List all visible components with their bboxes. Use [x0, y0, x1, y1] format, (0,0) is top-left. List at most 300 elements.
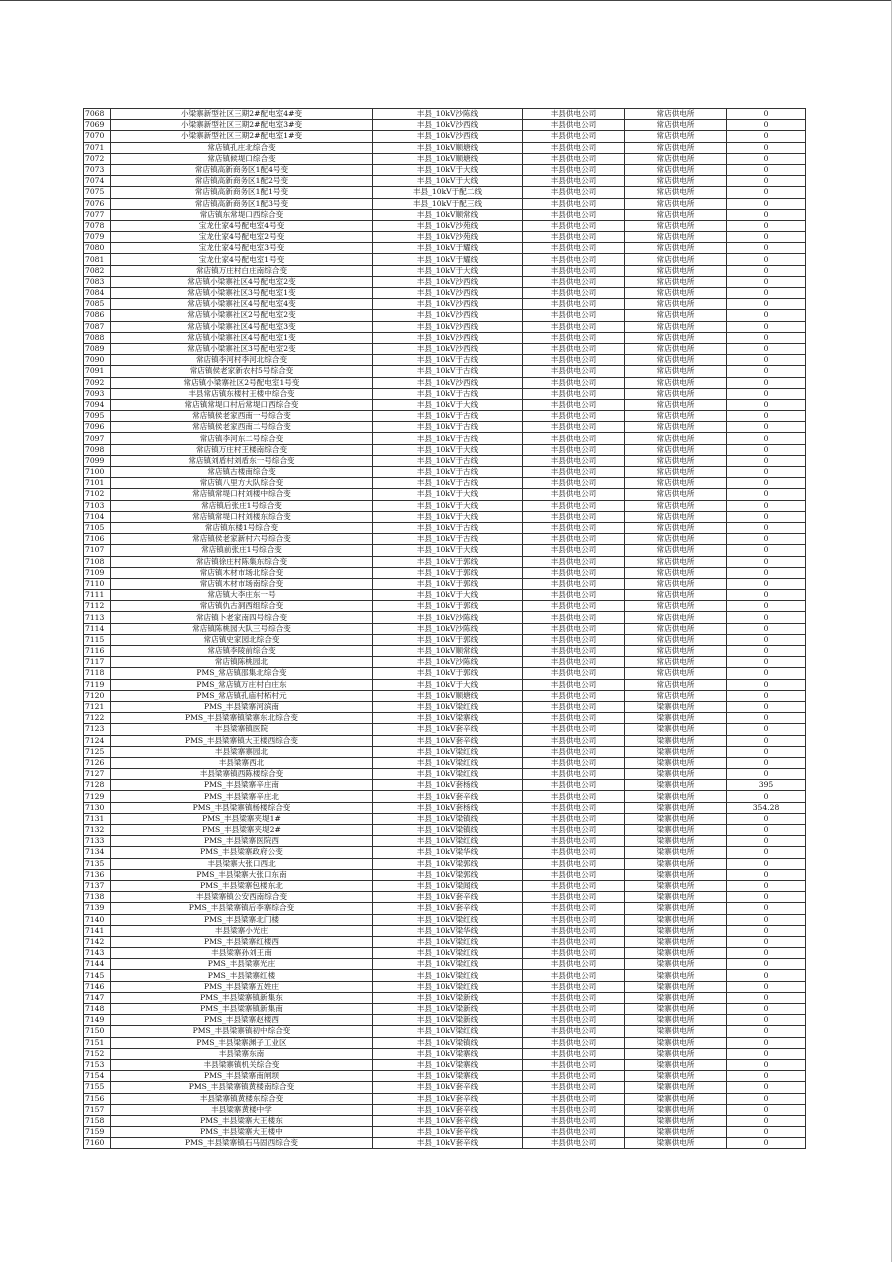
transformer-name-cell: 常店镇古楼南综合变: [111, 467, 373, 478]
transformer-name-cell: 丰县梁寨镇机关综合变: [111, 1059, 373, 1070]
value-cell: 0: [727, 1004, 806, 1015]
feeder-line-cell: 丰县_10kV梁红线: [373, 701, 523, 712]
table-row: [84, 903, 806, 914]
feeder-line-cell: 丰县_10kV于大线: [373, 444, 523, 455]
table-row: [84, 780, 806, 791]
power-company-cell: 丰县供电公司: [523, 959, 625, 970]
row-number-cell: 7123: [84, 724, 111, 735]
power-station-cell: 梁寨供电所: [625, 1037, 727, 1048]
row-number-cell: 7147: [84, 992, 111, 1003]
table-row: [84, 757, 806, 768]
transformer-name-cell: PMS_丰县梁寨夹堤1#: [111, 813, 373, 824]
power-station-cell: 常店供电所: [625, 601, 727, 612]
feeder-line-cell: 丰县_10kV梁寨线: [373, 1048, 523, 1059]
feeder-line-cell: 丰县_10kV于古线: [373, 422, 523, 433]
transformer-name-cell: 常店镇小梁寨社区4号配电室1变: [111, 332, 373, 343]
power-station-cell: 常店供电所: [625, 679, 727, 690]
power-company-cell: 丰县供电公司: [523, 590, 625, 601]
power-station-cell: 常店供电所: [625, 232, 727, 243]
table-row: [84, 701, 806, 712]
feeder-line-cell: 丰县_10kV沙西线: [373, 321, 523, 332]
row-number-cell: 7145: [84, 970, 111, 981]
table-row: [84, 332, 806, 343]
table-row: [84, 769, 806, 780]
power-company-cell: 丰县供电公司: [523, 332, 625, 343]
row-number-cell: 7085: [84, 299, 111, 310]
row-number-cell: 7111: [84, 590, 111, 601]
transformer-name-cell: PMS_丰县梁寨赵楼西: [111, 1015, 373, 1026]
power-station-cell: 梁寨供电所: [625, 802, 727, 813]
power-company-cell: 丰县供电公司: [523, 299, 625, 310]
value-cell: 0: [727, 1093, 806, 1104]
power-company-cell: 丰县供电公司: [523, 198, 625, 209]
row-number-cell: 7150: [84, 1026, 111, 1037]
feeder-line-cell: 丰县_10kV梁红线: [373, 769, 523, 780]
value-cell: 0: [727, 444, 806, 455]
row-number-cell: 7137: [84, 880, 111, 891]
table-row: [84, 511, 806, 522]
row-number-cell: 7119: [84, 679, 111, 690]
table-row: [84, 880, 806, 891]
power-company-cell: 丰县供电公司: [523, 366, 625, 377]
power-company-cell: 丰县供电公司: [523, 500, 625, 511]
value-cell: 0: [727, 1037, 806, 1048]
transformer-name-cell: PMS_丰县梁寨红楼: [111, 970, 373, 981]
table-row: [84, 634, 806, 645]
transformer-name-cell: PMS_丰县梁寨大王楼东: [111, 1115, 373, 1126]
value-cell: 0: [727, 936, 806, 947]
value-cell: 0: [727, 276, 806, 287]
row-number-cell: 7083: [84, 276, 111, 287]
transformer-name-cell: 常店镇高新商务区1配2号变: [111, 176, 373, 187]
power-station-cell: 梁寨供电所: [625, 1015, 727, 1026]
power-station-cell: 梁寨供电所: [625, 847, 727, 858]
feeder-line-cell: 丰县_10kV于大线: [373, 545, 523, 556]
power-station-cell: 梁寨供电所: [625, 1138, 727, 1149]
power-company-cell: 丰县供电公司: [523, 970, 625, 981]
table-row: [84, 925, 806, 936]
row-number-cell: 7093: [84, 388, 111, 399]
feeder-line-cell: 丰县_10kV梁华线: [373, 847, 523, 858]
table-row: [84, 847, 806, 858]
value-cell: 0: [727, 455, 806, 466]
power-company-cell: 丰县供电公司: [523, 925, 625, 936]
table-row: [84, 948, 806, 959]
power-station-cell: 梁寨供电所: [625, 1026, 727, 1037]
transformer-name-cell: 常店镇常堤口村刘楼中综合变: [111, 489, 373, 500]
power-station-cell: 常店供电所: [625, 220, 727, 231]
feeder-line-cell: 丰县_10kV沙苑线: [373, 232, 523, 243]
feeder-line-cell: 丰县_10kV于大线: [373, 489, 523, 500]
feeder-line-cell: 丰县_10kV梁红线: [373, 757, 523, 768]
transformer-name-cell: 常店镇侯老家新农村5号综合变: [111, 366, 373, 377]
power-station-cell: 常店供电所: [625, 489, 727, 500]
transformer-name-cell: 常店镇小梁寨社区4号配电室3变: [111, 321, 373, 332]
row-number-cell: 7134: [84, 847, 111, 858]
row-number-cell: 7088: [84, 332, 111, 343]
value-cell: 0: [727, 366, 806, 377]
transformer-name-cell: PMS_常店镇孔庙村柘村元: [111, 690, 373, 701]
transformer-name-cell: 常店镇小梁寨社区4号配电室2变: [111, 276, 373, 287]
row-number-cell: 7121: [84, 701, 111, 712]
power-company-cell: 丰县供电公司: [523, 534, 625, 545]
transformer-name-cell: 宝龙仕家4号配电室2号变: [111, 232, 373, 243]
row-number-cell: 7153: [84, 1059, 111, 1070]
power-company-cell: 丰县供电公司: [523, 735, 625, 746]
table-row: [84, 836, 806, 847]
value-cell: 0: [727, 478, 806, 489]
power-station-cell: 常店供电所: [625, 578, 727, 589]
power-company-cell: 丰县供电公司: [523, 746, 625, 757]
feeder-line-cell: 丰县_10kV梁新线: [373, 1015, 523, 1026]
power-company-cell: 丰县供电公司: [523, 981, 625, 992]
transformer-name-cell: 常店镇李河东二号综合变: [111, 433, 373, 444]
table-row: [84, 724, 806, 735]
feeder-line-cell: 丰县_10kV套辛线: [373, 1115, 523, 1126]
power-company-cell: 丰县供电公司: [523, 109, 625, 120]
value-cell: 0: [727, 131, 806, 142]
row-number-cell: 7155: [84, 1082, 111, 1093]
power-station-cell: 梁寨供电所: [625, 858, 727, 869]
feeder-line-cell: 丰县_10kV沙西线: [373, 276, 523, 287]
table-row: [84, 265, 806, 276]
value-cell: 0: [727, 914, 806, 925]
power-station-cell: 常店供电所: [625, 198, 727, 209]
value-cell: 0: [727, 399, 806, 410]
row-number-cell: 7139: [84, 903, 111, 914]
power-station-cell: 常店供电所: [625, 176, 727, 187]
table-row: [84, 321, 806, 332]
table-row: [84, 1048, 806, 1059]
transformer-name-cell: PMS_丰县梁寨辛庄北: [111, 791, 373, 802]
value-cell: 0: [727, 813, 806, 824]
value-cell: 0: [727, 142, 806, 153]
table-row: [84, 232, 806, 243]
transformer-name-cell: PMS_丰县梁寨河滨南: [111, 701, 373, 712]
feeder-line-cell: 丰县_10kV套辛线: [373, 724, 523, 735]
substation-table: [83, 108, 806, 1149]
transformer-name-cell: 常店镇李陵前综合变: [111, 646, 373, 657]
feeder-line-cell: 丰县_10kV于大线: [373, 265, 523, 276]
value-cell: 0: [727, 1026, 806, 1037]
transformer-name-cell: PMS_丰县梁寨镇后李寨综合变: [111, 903, 373, 914]
power-company-cell: 丰县供电公司: [523, 1104, 625, 1115]
power-station-cell: 常店供电所: [625, 288, 727, 299]
table-row: [84, 601, 806, 612]
power-station-cell: 梁寨供电所: [625, 959, 727, 970]
row-number-cell: 7078: [84, 220, 111, 231]
power-company-cell: 丰县供电公司: [523, 903, 625, 914]
power-company-cell: 丰县供电公司: [523, 232, 625, 243]
value-cell: 0: [727, 332, 806, 343]
transformer-name-cell: 丰县梁寨大张口西北: [111, 858, 373, 869]
transformer-name-cell: 常店镇高新商务区1配3号变: [111, 198, 373, 209]
power-station-cell: 常店供电所: [625, 120, 727, 131]
table-row: [84, 422, 806, 433]
row-number-cell: 7077: [84, 209, 111, 220]
power-company-cell: 丰县供电公司: [523, 992, 625, 1003]
transformer-name-cell: 小梁寨新型社区三期2#配电室1#变: [111, 131, 373, 142]
table-row: [84, 668, 806, 679]
row-number-cell: 7138: [84, 892, 111, 903]
table-row: [84, 936, 806, 947]
power-company-cell: 丰县供电公司: [523, 802, 625, 813]
value-cell: 0: [727, 1115, 806, 1126]
power-station-cell: 梁寨供电所: [625, 1048, 727, 1059]
feeder-line-cell: 丰县_10kV梁镇线: [373, 1037, 523, 1048]
power-company-cell: 丰县供电公司: [523, 164, 625, 175]
table-row: [84, 411, 806, 422]
transformer-name-cell: PMS_丰县梁寨渊子工业区: [111, 1037, 373, 1048]
value-cell: 0: [727, 500, 806, 511]
power-station-cell: 常店供电所: [625, 433, 727, 444]
transformer-name-cell: 宝龙仕家4号配电室3号变: [111, 243, 373, 254]
transformer-name-cell: PMS_丰县梁寨红楼西: [111, 936, 373, 947]
feeder-line-cell: 丰县_10kV于古线: [373, 478, 523, 489]
power-company-cell: 丰县供电公司: [523, 489, 625, 500]
transformer-name-cell: 常店镇史家园北综合变: [111, 634, 373, 645]
value-cell: 0: [727, 187, 806, 198]
table-row: [84, 959, 806, 970]
power-station-cell: 梁寨供电所: [625, 892, 727, 903]
value-cell: 0: [727, 198, 806, 209]
table-row: [84, 992, 806, 1003]
power-company-cell: 丰县供电公司: [523, 209, 625, 220]
row-number-cell: 7081: [84, 254, 111, 265]
power-station-cell: 常店供电所: [625, 545, 727, 556]
feeder-line-cell: 丰县_10kV于古线: [373, 433, 523, 444]
row-number-cell: 7068: [84, 109, 111, 120]
table-row: [84, 914, 806, 925]
table-row: [84, 713, 806, 724]
row-number-cell: 7142: [84, 936, 111, 947]
row-number-cell: 7101: [84, 478, 111, 489]
value-cell: 0: [727, 567, 806, 578]
row-number-cell: 7106: [84, 534, 111, 545]
table-row: [84, 500, 806, 511]
feeder-line-cell: 丰县_10kV梁新线: [373, 1004, 523, 1015]
transformer-name-cell: 常店镇常堤口村后常堤口西综合变: [111, 399, 373, 410]
power-company-cell: 丰县供电公司: [523, 1004, 625, 1015]
power-station-cell: 常店供电所: [625, 377, 727, 388]
table-row: [84, 802, 806, 813]
power-company-cell: 丰县供电公司: [523, 847, 625, 858]
row-number-cell: 7140: [84, 914, 111, 925]
power-company-cell: 丰县供电公司: [523, 422, 625, 433]
power-station-cell: 常店供电所: [625, 243, 727, 254]
transformer-name-cell: 常店镇小梁寨社区2号配电室2变: [111, 310, 373, 321]
transformer-name-cell: PMS_丰县梁寨光庄: [111, 959, 373, 970]
table-row: [84, 489, 806, 500]
row-number-cell: 7152: [84, 1048, 111, 1059]
power-station-cell: 梁寨供电所: [625, 1127, 727, 1138]
table-row: [84, 254, 806, 265]
value-cell: 0: [727, 1082, 806, 1093]
power-station-cell: 梁寨供电所: [625, 1093, 727, 1104]
feeder-line-cell: 丰县_10kV梁闻线: [373, 880, 523, 891]
power-company-cell: 丰县供电公司: [523, 1082, 625, 1093]
power-station-cell: 常店供电所: [625, 478, 727, 489]
row-number-cell: 7103: [84, 500, 111, 511]
table-row: [84, 869, 806, 880]
row-number-cell: 7090: [84, 355, 111, 366]
value-cell: 0: [727, 713, 806, 724]
power-station-cell: 梁寨供电所: [625, 1115, 727, 1126]
table-row: [84, 970, 806, 981]
value-cell: 395: [727, 780, 806, 791]
table-row: [84, 1004, 806, 1015]
power-company-cell: 丰县供电公司: [523, 1127, 625, 1138]
feeder-line-cell: 丰县_10kV于郭线: [373, 556, 523, 567]
value-cell: 0: [727, 1015, 806, 1026]
power-station-cell: 梁寨供电所: [625, 746, 727, 757]
value-cell: 0: [727, 388, 806, 399]
feeder-line-cell: 丰县_10kV沙陈线: [373, 657, 523, 668]
feeder-line-cell: 丰县_10kV套辛线: [373, 791, 523, 802]
table-row: [84, 791, 806, 802]
table-row: [84, 176, 806, 187]
table-row: [84, 1015, 806, 1026]
power-company-cell: 丰县供电公司: [523, 892, 625, 903]
power-company-cell: 丰县供电公司: [523, 254, 625, 265]
power-company-cell: 丰县供电公司: [523, 1071, 625, 1082]
power-station-cell: 常店供电所: [625, 388, 727, 399]
feeder-line-cell: 丰县_10kV梁新线: [373, 992, 523, 1003]
transformer-name-cell: 丰县梁寨西北: [111, 757, 373, 768]
power-company-cell: 丰县供电公司: [523, 701, 625, 712]
value-cell: 0: [727, 411, 806, 422]
power-station-cell: 梁寨供电所: [625, 701, 727, 712]
feeder-line-cell: 丰县_10kV于大线: [373, 176, 523, 187]
table-row: [84, 825, 806, 836]
power-company-cell: 丰县供电公司: [523, 869, 625, 880]
power-company-cell: 丰县供电公司: [523, 880, 625, 891]
power-station-cell: 常店供电所: [625, 567, 727, 578]
value-cell: 0: [727, 791, 806, 802]
table-row: [84, 120, 806, 131]
feeder-line-cell: 丰县_10kV梁红线: [373, 936, 523, 947]
value-cell: 0: [727, 825, 806, 836]
table-row: [84, 467, 806, 478]
table-row: [84, 578, 806, 589]
value-cell: 0: [727, 545, 806, 556]
power-station-cell: 常店供电所: [625, 690, 727, 701]
power-company-cell: 丰县供电公司: [523, 813, 625, 824]
value-cell: 0: [727, 422, 806, 433]
table-row: [84, 388, 806, 399]
table-row: [84, 1127, 806, 1138]
row-number-cell: 7107: [84, 545, 111, 556]
value-cell: 0: [727, 265, 806, 276]
row-number-cell: 7091: [84, 366, 111, 377]
feeder-line-cell: 丰县_10kV沙西线: [373, 299, 523, 310]
transformer-name-cell: 常店镇徐庄村陈集东综合变: [111, 556, 373, 567]
power-station-cell: 梁寨供电所: [625, 1082, 727, 1093]
transformer-name-cell: 常店镇八里方大队综合变: [111, 478, 373, 489]
power-company-cell: 丰县供电公司: [523, 131, 625, 142]
row-number-cell: 7080: [84, 243, 111, 254]
power-company-cell: 丰县供电公司: [523, 1138, 625, 1149]
table-row: [84, 1104, 806, 1115]
row-number-cell: 7126: [84, 757, 111, 768]
power-station-cell: 常店供电所: [625, 467, 727, 478]
power-station-cell: 常店供电所: [625, 590, 727, 601]
table-row: [84, 612, 806, 623]
row-number-cell: 7132: [84, 825, 111, 836]
value-cell: 0: [727, 243, 806, 254]
feeder-line-cell: 丰县_10kV梁红线: [373, 970, 523, 981]
row-number-cell: 7109: [84, 567, 111, 578]
value-cell: 0: [727, 176, 806, 187]
row-number-cell: 7079: [84, 232, 111, 243]
feeder-line-cell: 丰县_10kV于古线: [373, 388, 523, 399]
feeder-line-cell: 丰县_10kV顺常线: [373, 646, 523, 657]
feeder-line-cell: 丰县_10kV于古线: [373, 411, 523, 422]
table-row: [84, 433, 806, 444]
value-cell: 0: [727, 724, 806, 735]
power-company-cell: 丰县供电公司: [523, 668, 625, 679]
power-station-cell: 梁寨供电所: [625, 769, 727, 780]
power-station-cell: 梁寨供电所: [625, 981, 727, 992]
feeder-line-cell: 丰县_10kV梁红线: [373, 959, 523, 970]
feeder-line-cell: 丰县_10kV套辛线: [373, 1138, 523, 1149]
feeder-line-cell: 丰县_10kV沙苑线: [373, 220, 523, 231]
transformer-name-cell: PMS_丰县梁寨夹堤2#: [111, 825, 373, 836]
power-station-cell: 梁寨供电所: [625, 903, 727, 914]
row-number-cell: 7086: [84, 310, 111, 321]
feeder-line-cell: 丰县_10kV沙西线: [373, 288, 523, 299]
row-number-cell: 7075: [84, 187, 111, 198]
feeder-line-cell: 丰县_10kV于大线: [373, 399, 523, 410]
feeder-line-cell: 丰县_10kV顺塘线: [373, 153, 523, 164]
power-station-cell: 梁寨供电所: [625, 1059, 727, 1070]
power-station-cell: 常店供电所: [625, 321, 727, 332]
row-number-cell: 7108: [84, 556, 111, 567]
transformer-name-cell: PMS_丰县梁寨医院西: [111, 836, 373, 847]
feeder-line-cell: 丰县_10kV梁红线: [373, 746, 523, 757]
feeder-line-cell: 丰县_10kV沙西线: [373, 343, 523, 354]
transformer-name-cell: 宝龙仕家4号配电室1号变: [111, 254, 373, 265]
transformer-name-cell: PMS_丰县梁寨包楼东北: [111, 880, 373, 891]
transformer-name-cell: PMS_丰县梁寨镇石马固西综合变: [111, 1138, 373, 1149]
power-company-cell: 丰县供电公司: [523, 836, 625, 847]
power-station-cell: 常店供电所: [625, 142, 727, 153]
power-company-cell: 丰县供电公司: [523, 455, 625, 466]
power-company-cell: 丰县供电公司: [523, 948, 625, 959]
power-company-cell: 丰县供电公司: [523, 858, 625, 869]
transformer-name-cell: PMS_丰县梁寨辛庄南: [111, 780, 373, 791]
power-station-cell: 常店供电所: [625, 444, 727, 455]
table-row: [84, 276, 806, 287]
table-row: [84, 556, 806, 567]
power-company-cell: 丰县供电公司: [523, 545, 625, 556]
row-number-cell: 7098: [84, 444, 111, 455]
feeder-line-cell: 丰县_10kV梁红线: [373, 948, 523, 959]
feeder-line-cell: 丰县_10kV于大线: [373, 500, 523, 511]
power-station-cell: 常店供电所: [625, 422, 727, 433]
value-cell: 0: [727, 646, 806, 657]
row-number-cell: 7131: [84, 813, 111, 824]
transformer-name-cell: 常店镇刘盾村刘盾东一号综合变: [111, 455, 373, 466]
transformer-name-cell: 小梁寨新型社区三期2#配电室3#变: [111, 120, 373, 131]
feeder-line-cell: 丰县_10kV于大线: [373, 679, 523, 690]
power-station-cell: 常店供电所: [625, 534, 727, 545]
feeder-line-cell: 丰县_10kV梁华线: [373, 925, 523, 936]
power-station-cell: 常店供电所: [625, 355, 727, 366]
power-station-cell: 常店供电所: [625, 209, 727, 220]
value-cell: 0: [727, 164, 806, 175]
feeder-line-cell: 丰县_10kV沙陈线: [373, 612, 523, 623]
